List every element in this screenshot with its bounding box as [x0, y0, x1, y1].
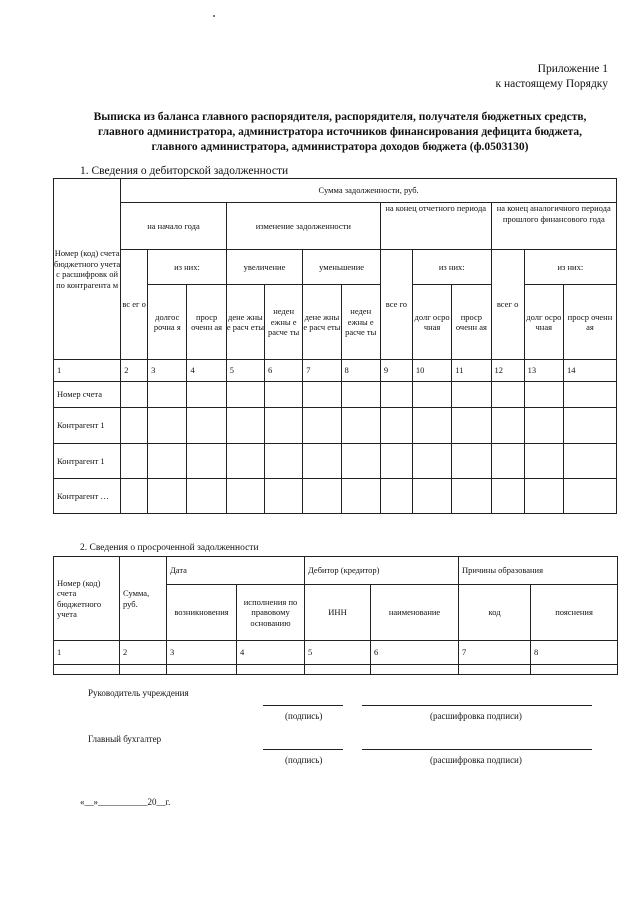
s2-date-header: Дата	[167, 557, 305, 585]
col-num: 8	[341, 360, 380, 382]
head-decoding-caption: (расшифровка подписи)	[430, 711, 522, 721]
date-line: «__»___________20__г.	[80, 797, 171, 807]
s2-date-origin: возникновения	[167, 585, 237, 641]
of-them-header-3: из них:	[524, 250, 616, 285]
row-label: Контрагент 1	[54, 408, 121, 444]
sum-header: Сумма задолженности, руб.	[121, 179, 617, 203]
s2-col-account: Номер (код) счета бюджетного учета	[54, 557, 120, 641]
appendix-note	[495, 62, 608, 92]
s2-column-numbers-row	[54, 641, 618, 665]
row-label: Контрагент 1	[54, 444, 121, 479]
column-numbers-row	[54, 360, 617, 382]
s2-reasons-header: Причины образования	[459, 557, 618, 585]
col-num: 10	[412, 360, 451, 382]
s2-debtor-header: Дебитор (кредитор)	[305, 557, 459, 585]
start-year-header: на начало года	[121, 203, 227, 250]
accountant-signature-caption: (подпись)	[285, 755, 323, 765]
overdue-header-2: проср оченн ая	[452, 285, 491, 360]
of-them-header-2: из них:	[412, 250, 491, 285]
s2-col-sum: Сумма, руб.	[120, 557, 167, 641]
title-line-3: главного администратора, администратора доходов бюджета (ф.0503130)	[151, 141, 529, 153]
total-header-2: все го	[380, 250, 412, 360]
decrease-header: уменьшение	[303, 250, 381, 285]
row-label: Номер счета	[54, 382, 121, 408]
col-num: 1	[54, 641, 120, 665]
col-num: 7	[459, 641, 531, 665]
overdue-header-1: проср оченн ая	[187, 285, 226, 360]
section1-title: 1. Сведения о дебиторской задолженности	[80, 165, 289, 177]
change-header: изменение задолженности	[226, 203, 380, 250]
col-num: 5	[305, 641, 371, 665]
end-period-header: на конец отчетного периода	[380, 203, 491, 250]
total-header-3: всег о	[491, 250, 524, 360]
col-num: 11	[452, 360, 491, 382]
col-num: 5	[226, 360, 264, 382]
col-num: 6	[371, 641, 459, 665]
col-num: 7	[303, 360, 341, 382]
long-term-header-3: долг осро чная	[524, 285, 563, 360]
table-row	[54, 479, 617, 514]
decrease-cash-header: дене жны е расч еты	[303, 285, 341, 360]
col-num: 2	[121, 360, 148, 382]
s2-explain: пояснения	[531, 585, 618, 641]
end-prev-header: на конец аналогичного периода прошлого финансового года	[491, 203, 616, 250]
scan-speck	[213, 15, 215, 17]
col-num: 4	[237, 641, 305, 665]
accountant-decoding-caption: (расшифровка подписи)	[430, 755, 522, 765]
head-signature-line	[263, 705, 343, 706]
increase-cash-header: дене жны е расч еты	[226, 285, 264, 360]
table-row	[54, 665, 618, 675]
title-line-2: главного администратора, администратора источников финансирования дефицита бюджета,	[97, 126, 583, 138]
title-line-1: Выписка из баланса главного распорядителя, распорядителя, получателя бюджетных средств,	[93, 111, 587, 123]
receivables-table	[53, 178, 617, 514]
s2-date-exec: исполнения по правовому основанию	[237, 585, 305, 641]
col-num: 4	[187, 360, 226, 382]
table-row	[54, 444, 617, 479]
row-label: Контрагент …	[54, 479, 121, 514]
long-term-header-1: долгос рочна я	[148, 285, 187, 360]
s2-inn: ИНН	[305, 585, 371, 641]
appendix-line-2: к настоящему Порядку	[495, 78, 608, 90]
col-num: 2	[120, 641, 167, 665]
section2-title: 2. Сведения о просроченной задолженности	[80, 543, 259, 553]
col-num: 12	[491, 360, 524, 382]
total-header-1: вс ег о	[121, 250, 148, 360]
col-num: 9	[380, 360, 412, 382]
col-num: 14	[563, 360, 616, 382]
head-signature-caption: (подпись)	[285, 711, 323, 721]
accountant-label: Главный бухгалтер	[88, 734, 162, 744]
col-num: 3	[148, 360, 187, 382]
increase-noncash-header: неден ежны е расче ты	[265, 285, 303, 360]
overdue-header-3: проср оченн ая	[563, 285, 616, 360]
accountant-signature-line	[263, 749, 343, 750]
table-row	[54, 408, 617, 444]
col-num: 13	[524, 360, 563, 382]
appendix-line-1: Приложение 1	[537, 63, 608, 75]
col-num: 1	[54, 360, 121, 382]
overdue-table	[53, 556, 618, 675]
of-them-header-1: из них:	[148, 250, 227, 285]
head-decoding-line	[362, 705, 592, 706]
col-account-header: Номер (код) счета бюджетного учета с расшифровк ой по контрагента м	[54, 179, 121, 360]
long-term-header-2: долг осро чная	[412, 285, 451, 360]
s2-code: код	[459, 585, 531, 641]
increase-header: увеличение	[226, 250, 303, 285]
s2-name: наименование	[371, 585, 459, 641]
head-label: Руководитель учреждения	[88, 688, 189, 698]
accountant-decoding-line	[362, 749, 592, 750]
table-row	[54, 382, 617, 408]
col-num: 8	[531, 641, 618, 665]
decrease-noncash-header: неден ежны е расче ты	[341, 285, 380, 360]
document-title	[60, 110, 620, 155]
col-num: 6	[265, 360, 303, 382]
col-num: 3	[167, 641, 237, 665]
